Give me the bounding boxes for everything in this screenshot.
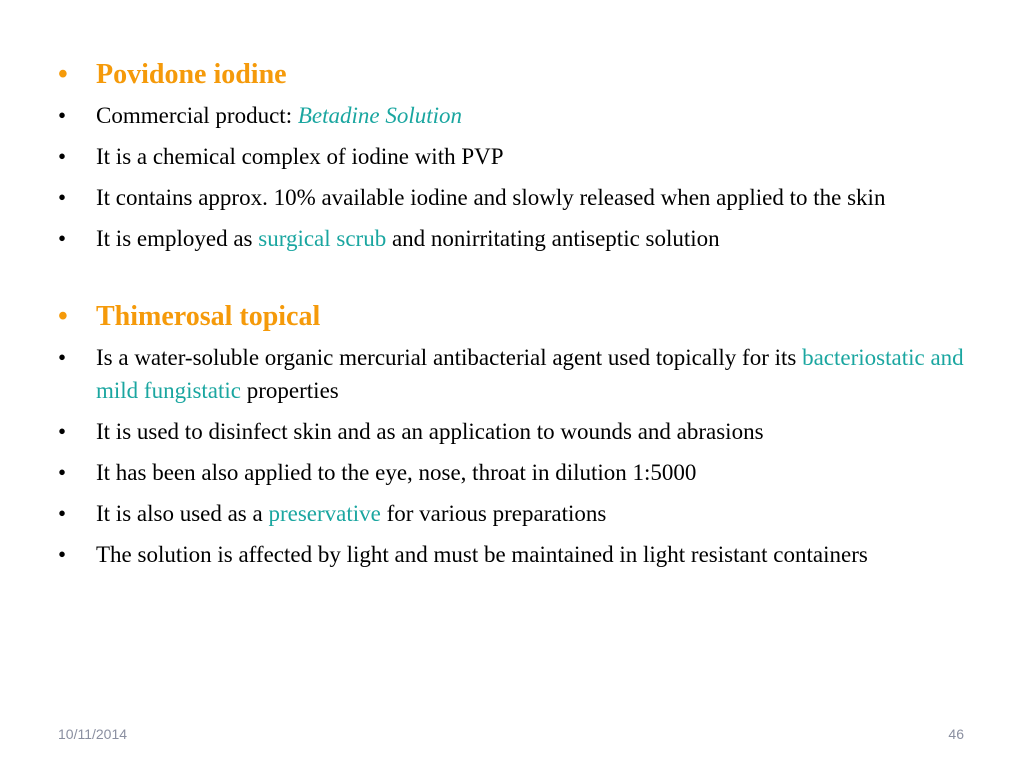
bullet-disinfect-skin — [58, 415, 978, 448]
bullet-text: The solution is affected by light and must be maintained in light resistant containers — [96, 542, 868, 567]
bullet-icon: • — [58, 301, 68, 332]
bullet-chemical-complex — [58, 140, 978, 173]
footer-date: 10/11/2014 — [58, 726, 128, 742]
highlight-text: Betadine Solution — [297, 103, 463, 128]
bullet-text: It is also used as a — [96, 501, 269, 526]
bullet-icon: • — [58, 460, 67, 485]
bullet-icon: • — [58, 419, 67, 444]
bullet-light-resistant — [58, 538, 978, 571]
bullet-dilution — [58, 456, 978, 489]
bullet-list — [58, 55, 978, 579]
bullet-text-suffix: and nonirritating antiseptic solution — [386, 226, 720, 251]
bullet-text: It contains approx. 10% available iodine and slowly released when applied to the skin — [96, 185, 886, 210]
page-number: 46 — [948, 726, 964, 742]
heading-text: Thimerosal topical — [96, 301, 321, 332]
bullet-available-iodine — [58, 181, 978, 214]
bullet-preservative — [58, 497, 978, 530]
bullet-text: It is a chemical complex of iodine with PVP — [96, 144, 504, 169]
highlight-text: surgical scrub — [258, 226, 387, 251]
bullet-text: Is a water-soluble organic mercurial antibacterial agent used topically for its — [96, 345, 803, 370]
bullet-icon: • — [58, 59, 68, 90]
heading-thimerosal-topical — [58, 297, 978, 337]
highlight-text: bacteriostatic and mild fungistatic — [96, 345, 964, 403]
bullet-icon: • — [58, 345, 67, 370]
bullet-text: It is employed as — [96, 226, 259, 251]
bullet-text: Commercial product: — [96, 103, 298, 128]
bullet-text-suffix: properties — [241, 378, 339, 403]
bullet-commercial-product — [58, 99, 978, 132]
bullet-icon: • — [58, 226, 67, 251]
bullet-icon: • — [58, 185, 67, 210]
bullet-surgical-scrub — [58, 222, 978, 255]
heading-text: Povidone iodine — [96, 59, 287, 90]
bullet-text-suffix: for various preparations — [380, 501, 607, 526]
highlight-text: preservative — [268, 501, 381, 526]
bullet-icon: • — [58, 103, 67, 128]
bullet-icon: • — [58, 501, 67, 526]
bullet-mercurial-agent — [58, 341, 978, 407]
bullet-icon: • — [58, 542, 67, 567]
bullet-text: It has been also applied to the eye, nose, throat in dilution 1:5000 — [96, 460, 697, 485]
bullet-text: It is used to disinfect skin and as an application to wounds and abrasions — [96, 419, 764, 444]
heading-povidone-iodine — [58, 55, 978, 95]
bullet-icon: • — [58, 144, 67, 169]
